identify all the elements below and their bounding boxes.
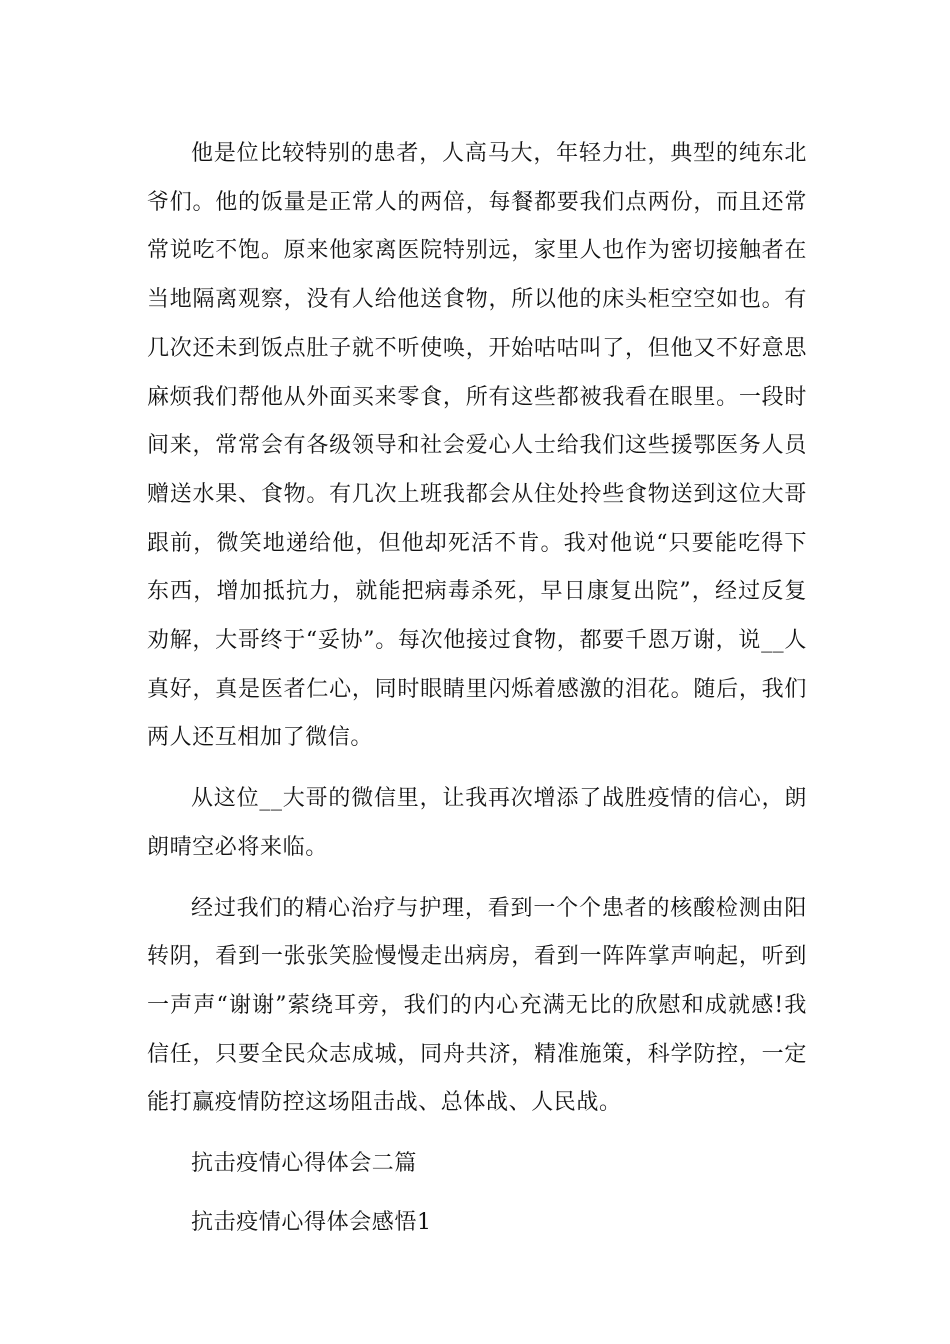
body-paragraph: 经过我们的精心治疗与护理，看到一个个患者的核酸检测由阳转阴，看到一张张笑脸慢慢走出病房，看到一阵阵掌声响起，听到一声声“谢谢”萦绕耳旁，我们的内心充满无比的欣慰和成就感!我信任，只要全民众志成城，同舟共济，精准施策，科学防控，一定能打赢疫情防控这场阻击战、总体战、人民战。: [147, 895, 807, 1116]
body-paragraph: 从这位__大哥的微信里，让我再次增添了战胜疫情的信心，朗朗晴空必将来临。: [147, 786, 807, 860]
body-paragraph: 他是位比较特别的患者，人高马大，年轻力壮，典型的纯东北爷们。他的饭量是正常人的两倍，每餐都要我们点两份，而且还常常说吃不饱。原来他家离医院特别远，家里人也作为密切接触者在当地隔离观察，没有人给他送食物，所以他的床头柜空空如也。有几次还未到饭点肚子就不听使唤，开始咕咕叫了，但他又不好意思麻烦我们帮他从外面买来零食，所有这些都被我看在眼里。一段时间来，常常会有各级领导和社会爱心人士给我们这些援鄂医务人员赠送水果、食物。有几次上班我都会从住处拎些食物送到这位大哥跟前，微笑地递给他，但他却死活不肯。我对他说“只要能吃得下东西，增加抵抗力，就能把病毒杀死，早日康复出院”，经过反复劝解，大哥终于“妥协”。每次他接过食物，都要千恩万谢，说__人真好，真是医者仁心，同时眼睛里闪烁着感激的泪花。随后，我们两人还互相加了微信。: [147, 141, 807, 751]
section-heading: 抗击疫情心得体会感悟1: [191, 1209, 432, 1235]
section-heading: 抗击疫情心得体会二篇: [191, 1151, 418, 1177]
document-body: [147, 130, 807, 1257]
